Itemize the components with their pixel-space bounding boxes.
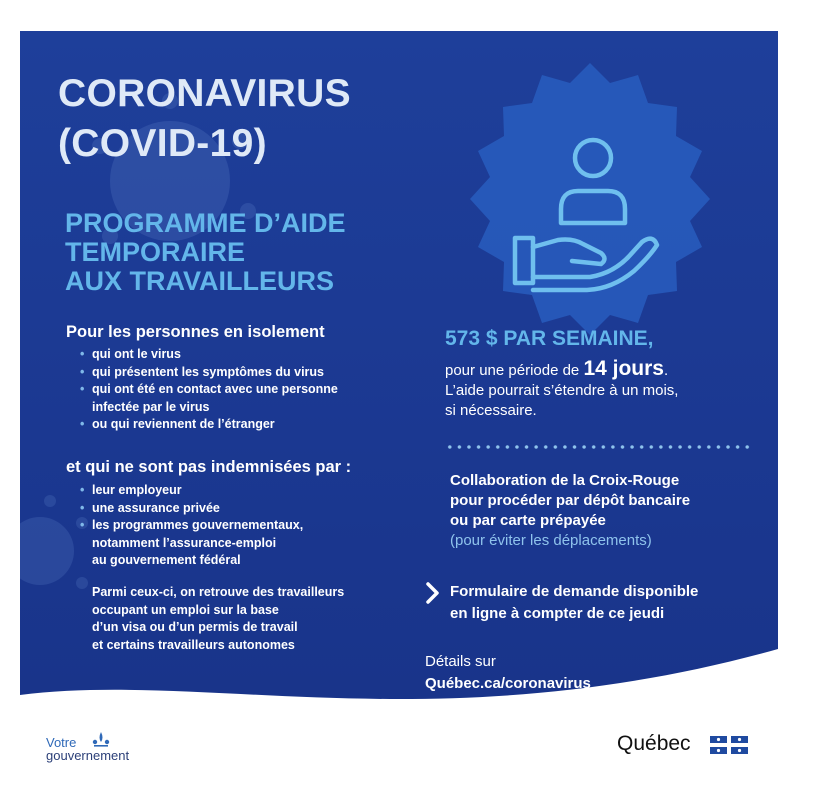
- list-item: • ou qui reviennent de l’étranger: [80, 416, 338, 434]
- list-item-continuation: [80, 535, 303, 553]
- collab-line-1: Collaboration de la Croix-Rouge: [450, 472, 680, 489]
- chevron-right-icon: [425, 582, 441, 604]
- isolation-heading: Pour les personnes en isolement: [66, 323, 325, 341]
- poster: [20, 31, 778, 775]
- others-line-3: d’un visa ou d’un permis de travail: [92, 620, 298, 634]
- list-item: • qui présentent les symptômes du virus: [80, 364, 338, 382]
- gov-logo-line-2: gouvernement: [46, 748, 130, 763]
- list-item-continuation: [80, 399, 338, 417]
- program-line-2: TEMPORAIRE: [65, 237, 246, 267]
- others-line-4: et certains travailleurs autonomes: [92, 637, 295, 652]
- not-compensated-heading: et qui ne sont pas indemnisées par :: [66, 458, 352, 476]
- period-suffix: .: [664, 362, 669, 379]
- list-item-text: notamment l’assurance-emploi: [92, 535, 277, 550]
- title-line-2: (COVID-19): [58, 122, 267, 165]
- form-line-2: en ligne à compter de ce jeudi: [450, 605, 665, 622]
- form-line-1: Formulaire de demande disponible: [450, 583, 699, 600]
- others-line-2: occupant un emploi sur la base: [92, 602, 279, 617]
- program-line-3: AUX TRAVAILLEURS: [65, 266, 334, 296]
- form-availability: [450, 581, 698, 625]
- list-item: • qui ont le virus: [80, 346, 338, 364]
- list-item-text: au gouvernement fédéral: [92, 553, 241, 567]
- period-paragraph: [445, 359, 678, 421]
- period-line-2: L’aide pourrait s’étendre à un mois,: [445, 382, 679, 399]
- others-paragraph: [92, 584, 344, 654]
- quebec-flag-icon: [710, 736, 748, 754]
- dotted-divider: [445, 445, 753, 449]
- fleur-de-lis-icon: [89, 730, 113, 750]
- weekly-amount: 573 $ PAR SEMAINE,: [445, 327, 654, 350]
- details-line-1: Détails sur: [425, 653, 496, 670]
- list-item-text: infectée par le virus: [92, 399, 210, 414]
- list-item-continuation: [80, 552, 303, 570]
- collab-line-3: ou par carte prépayée: [450, 512, 606, 529]
- not-compensated-list: [80, 482, 303, 570]
- period-line-3: si nécessaire.: [445, 402, 537, 419]
- program-name: [65, 209, 346, 296]
- others-line-1: Parmi ceux-ci, on retrouve des travailleurs: [92, 585, 345, 599]
- list-item: • leur employeur: [80, 482, 303, 500]
- list-item: • qui ont été en contact avec une personne: [80, 381, 338, 399]
- quebec-wordmark: Québec: [617, 732, 691, 755]
- list-item: • les programmes gouvernementaux,: [80, 517, 303, 535]
- collab-line-2: pour procéder par dépôt bancaire: [450, 492, 691, 509]
- collab-paragraph: [450, 471, 690, 551]
- title-line-1: CORONAVIRUS: [58, 72, 351, 115]
- list-item: • une assurance privée: [80, 500, 303, 518]
- details-paragraph: [425, 651, 591, 695]
- period-days: 14 jours: [583, 357, 664, 380]
- collab-note: (pour éviter les déplacements): [450, 532, 652, 549]
- isolation-list: [80, 346, 338, 434]
- gov-logo-line-1: Votre: [46, 735, 77, 750]
- period-prefix: pour une période de: [445, 362, 580, 379]
- page-title: [58, 69, 351, 169]
- details-url-link[interactable]: Québec.ca/coronavirus: [425, 675, 591, 692]
- program-line-1: PROGRAMME D’AIDE: [65, 208, 346, 238]
- badge-burst: [470, 63, 710, 335]
